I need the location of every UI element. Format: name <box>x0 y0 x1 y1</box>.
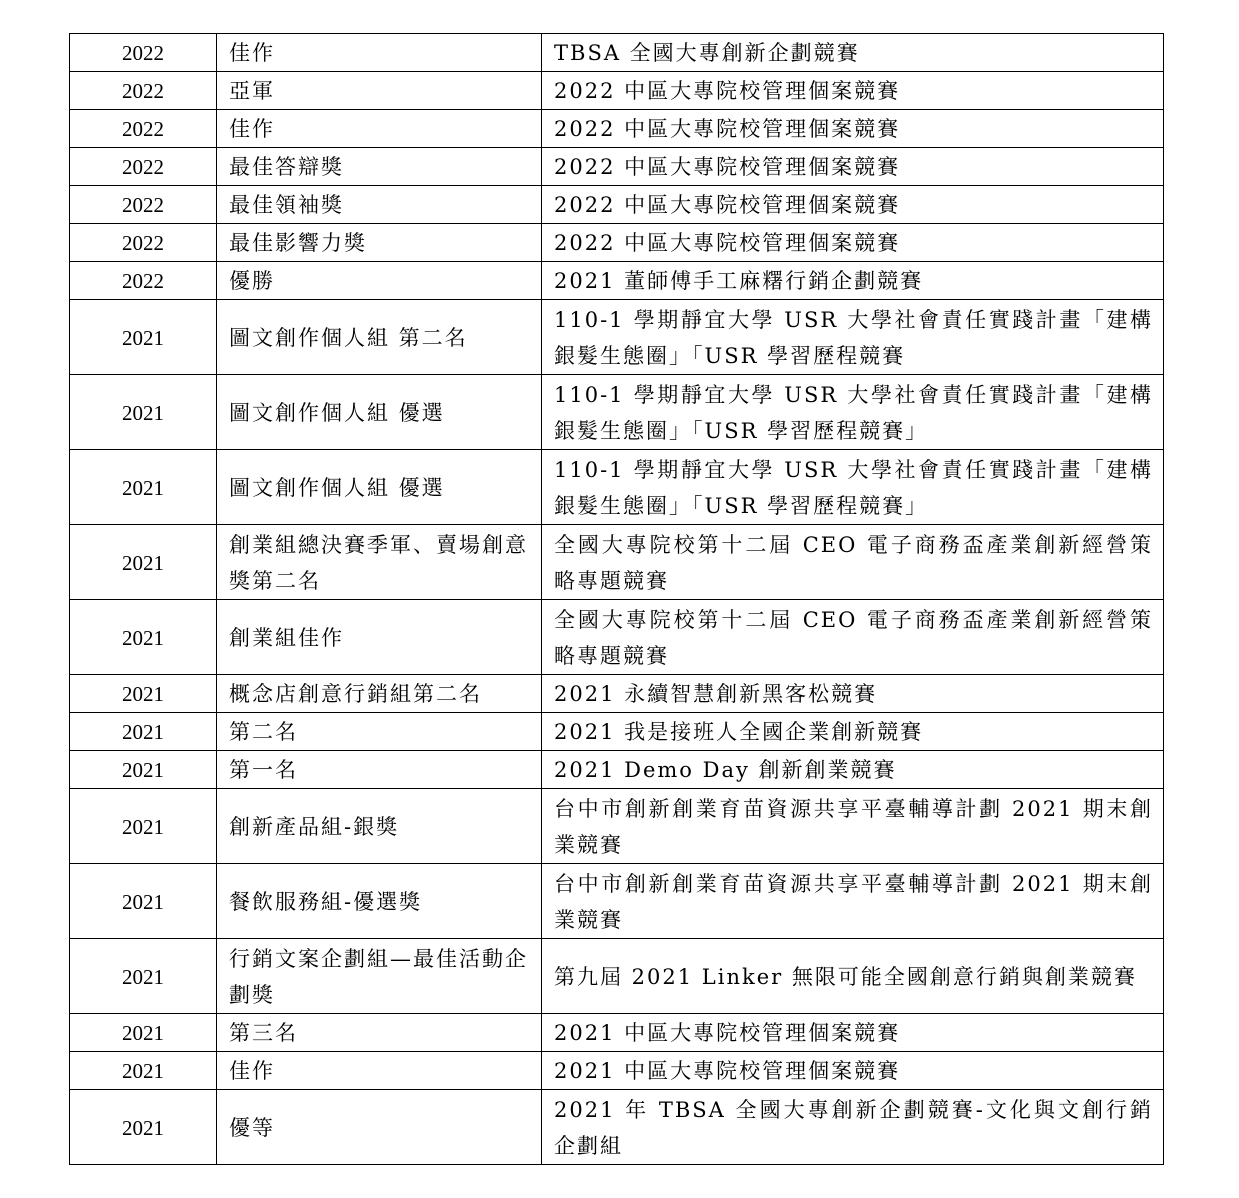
award-cell: 創業組總決賽季軍、賣場創意獎第二名 <box>217 525 542 600</box>
competition-cell: 2021 永續智慧創新黑客松競賽 <box>542 675 1164 713</box>
competition-cell: 2022 中區大專院校管理個案競賽 <box>542 224 1164 262</box>
year-cell: 2021 <box>70 300 217 375</box>
award-cell: 第二名 <box>217 713 542 751</box>
competition-cell: 台中市創新創業育苗資源共享平臺輔導計劃 2021 期末創業競賽 <box>542 864 1164 939</box>
award-cell: 概念店創意行銷組第二名 <box>217 675 542 713</box>
competition-cell: 2021 董師傅手工麻糬行銷企劃競賽 <box>542 262 1164 300</box>
table-row <box>70 110 1164 148</box>
table-row <box>70 525 1164 600</box>
award-cell: 優等 <box>217 1090 542 1165</box>
award-cell: 最佳領袖獎 <box>217 186 542 224</box>
competition-cell: 2021 我是接班人全國企業創新競賽 <box>542 713 1164 751</box>
year-cell: 2022 <box>70 262 217 300</box>
award-cell: 優勝 <box>217 262 542 300</box>
table-row <box>70 675 1164 713</box>
awards-table-body <box>70 34 1164 1165</box>
table-row <box>70 375 1164 450</box>
award-cell: 佳作 <box>217 34 542 72</box>
table-row <box>70 600 1164 675</box>
award-cell: 餐飲服務組-優選獎 <box>217 864 542 939</box>
table-row <box>70 262 1164 300</box>
year-cell: 2021 <box>70 375 217 450</box>
year-cell: 2021 <box>70 600 217 675</box>
competition-cell: 2022 中區大專院校管理個案競賽 <box>542 186 1164 224</box>
table-row <box>70 450 1164 525</box>
award-cell: 佳作 <box>217 110 542 148</box>
competition-cell: 2021 中區大專院校管理個案競賽 <box>542 1052 1164 1090</box>
competition-cell: 110-1 學期靜宜大學 USR 大學社會責任實踐計畫「建構銀髮生態圈」「USR 學習歷程競賽」 <box>542 450 1164 525</box>
competition-cell: 110-1 學期靜宜大學 USR 大學社會責任實踐計畫「建構銀髮生態圈」「USR 學習歷程競賽」 <box>542 375 1164 450</box>
award-cell: 第一名 <box>217 751 542 789</box>
competition-cell: 2022 中區大專院校管理個案競賽 <box>542 72 1164 110</box>
award-cell: 行銷文案企劃組—最佳活動企劃獎 <box>217 939 542 1014</box>
year-cell: 2021 <box>70 751 217 789</box>
year-cell: 2021 <box>70 1052 217 1090</box>
table-row <box>70 713 1164 751</box>
award-cell: 第三名 <box>217 1014 542 1052</box>
award-cell: 創新產品組-銀獎 <box>217 789 542 864</box>
table-row <box>70 148 1164 186</box>
competition-cell: 台中市創新創業育苗資源共享平臺輔導計劃 2021 期末創業競賽 <box>542 789 1164 864</box>
competition-cell: 全國大專院校第十二屆 CEO 電子商務盃產業創新經營策略專題競賽 <box>542 600 1164 675</box>
table-row <box>70 34 1164 72</box>
competition-cell: 2021 Demo Day 創新創業競賽 <box>542 751 1164 789</box>
year-cell: 2021 <box>70 1090 217 1165</box>
table-row <box>70 864 1164 939</box>
year-cell: 2022 <box>70 34 217 72</box>
year-cell: 2021 <box>70 1014 217 1052</box>
year-cell: 2021 <box>70 675 217 713</box>
award-cell: 最佳答辯獎 <box>217 148 542 186</box>
year-cell: 2022 <box>70 148 217 186</box>
competition-cell: 全國大專院校第十二屆 CEO 電子商務盃產業創新經營策略專題競賽 <box>542 525 1164 600</box>
award-cell: 圖文創作個人組 優選 <box>217 375 542 450</box>
award-cell: 佳作 <box>217 1052 542 1090</box>
competition-cell: 2022 中區大專院校管理個案競賽 <box>542 110 1164 148</box>
competition-cell: 2021 年 TBSA 全國大專創新企劃競賽-文化與文創行銷企劃組 <box>542 1090 1164 1165</box>
table-row <box>70 1014 1164 1052</box>
award-cell: 創業組佳作 <box>217 600 542 675</box>
year-cell: 2021 <box>70 864 217 939</box>
competition-cell: 第九屆 2021 Linker 無限可能全國創意行銷與創業競賽 <box>542 939 1164 1014</box>
competition-cell: 110-1 學期靜宜大學 USR 大學社會責任實踐計畫「建構銀髮生態圈」「USR 學習歷程競賽 <box>542 300 1164 375</box>
year-cell: 2022 <box>70 110 217 148</box>
table-row <box>70 300 1164 375</box>
year-cell: 2022 <box>70 72 217 110</box>
award-cell: 亞軍 <box>217 72 542 110</box>
competition-cell: TBSA 全國大專創新企劃競賽 <box>542 34 1164 72</box>
award-cell: 最佳影響力獎 <box>217 224 542 262</box>
awards-table <box>69 33 1164 1165</box>
table-row <box>70 939 1164 1014</box>
table-row <box>70 224 1164 262</box>
table-row <box>70 751 1164 789</box>
year-cell: 2021 <box>70 450 217 525</box>
table-row <box>70 186 1164 224</box>
year-cell: 2022 <box>70 224 217 262</box>
competition-cell: 2021 中區大專院校管理個案競賽 <box>542 1014 1164 1052</box>
year-cell: 2022 <box>70 186 217 224</box>
table-row <box>70 72 1164 110</box>
award-cell: 圖文創作個人組 第二名 <box>217 300 542 375</box>
award-cell: 圖文創作個人組 優選 <box>217 450 542 525</box>
table-row <box>70 789 1164 864</box>
table-row <box>70 1052 1164 1090</box>
year-cell: 2021 <box>70 713 217 751</box>
year-cell: 2021 <box>70 939 217 1014</box>
year-cell: 2021 <box>70 789 217 864</box>
competition-cell: 2022 中區大專院校管理個案競賽 <box>542 148 1164 186</box>
year-cell: 2021 <box>70 525 217 600</box>
table-row <box>70 1090 1164 1165</box>
